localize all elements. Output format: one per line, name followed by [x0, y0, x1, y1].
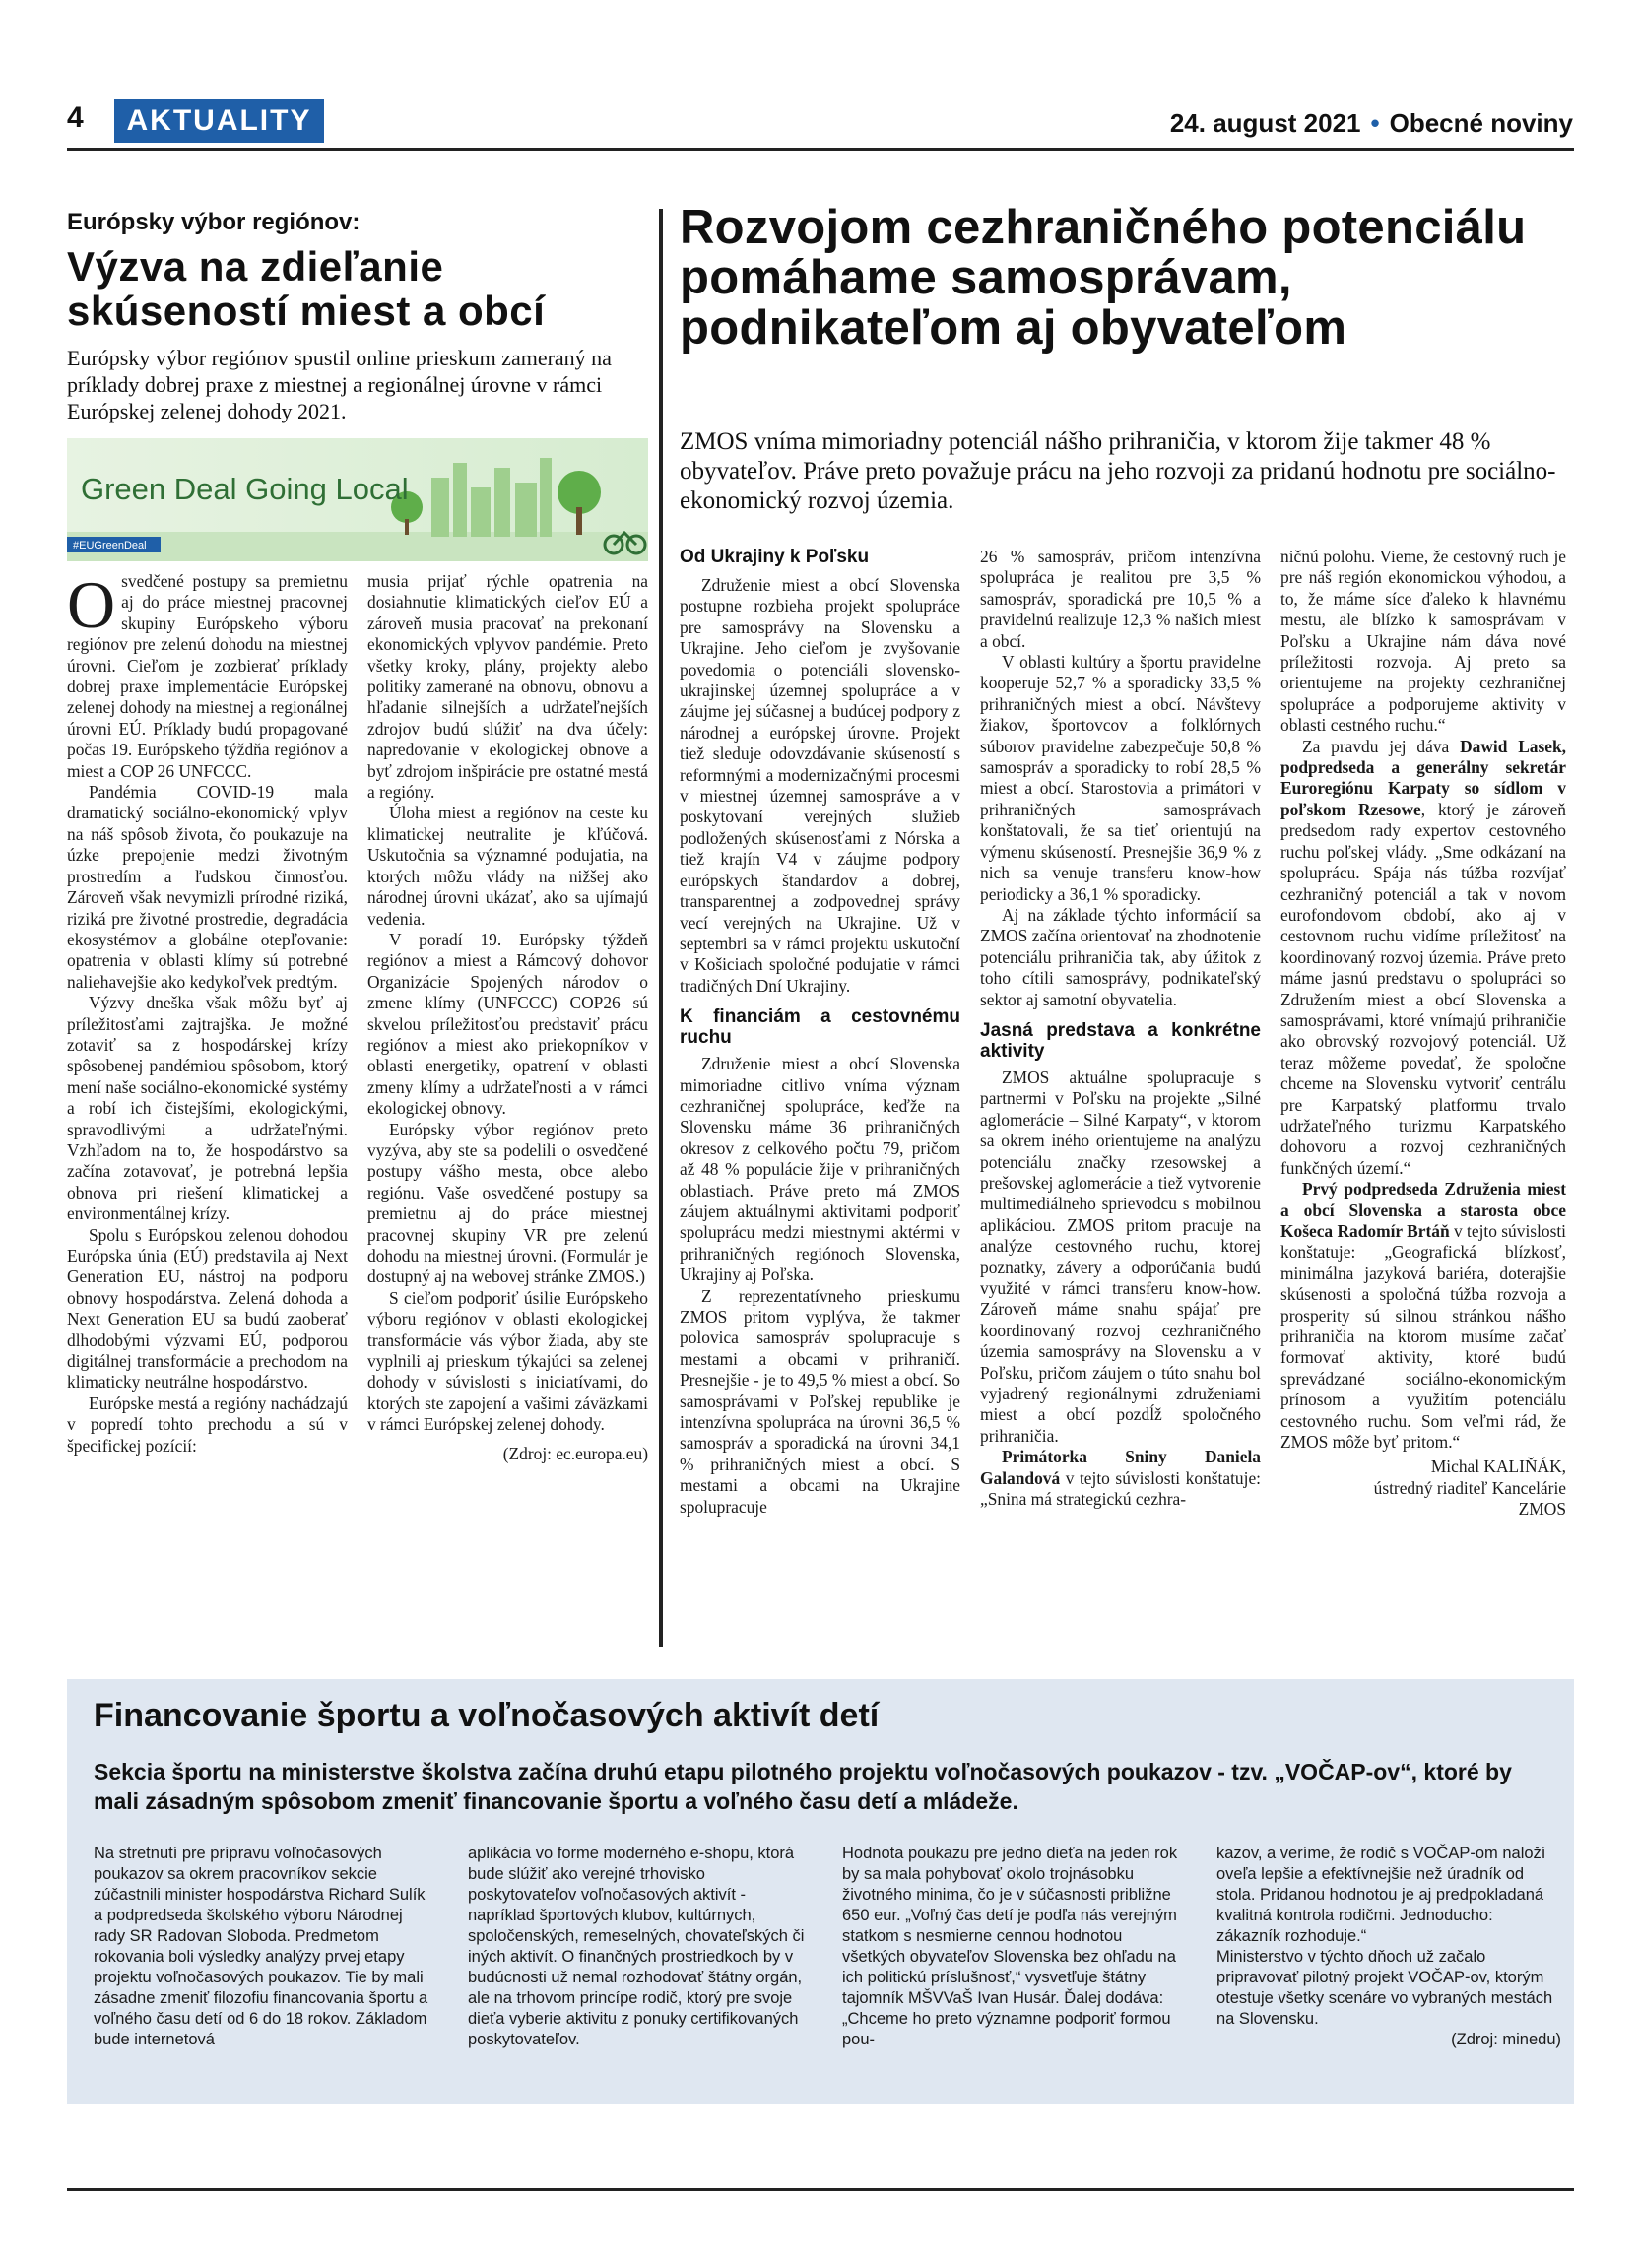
paragraph: Hodnota poukazu pre jedno dieťa na jeden rok by sa mala pohybovať okolo trojnásobku životného minima, čo je v súčasnosti približne 650 eur. „Voľný čas detí je podľa nás verejným statkom s nesmierne cennou hodnotou všetkých obyvateľov Slovenska bez ohľadu na ich politickú príslušnosť,“ vysvetľuje štátny tajomník MŠVVaŠ Ivan Husár. Ďalej dodáva: „Chceme ho preto významne podporiť formou pou- — [842, 1845, 1178, 2048]
left-article-lead: Európsky výbor regiónov spustil online prieskum zameraný na príklady dobrej praxe z miestnej a regionálnej úrovne v rámci Európskej zelenej dohody 2021. — [67, 346, 612, 423]
paragraph: V poradí 19. Európsky týždeň regiónov a miest a Rámcový dohovor Organizácie Spojených národov o zmene klímy (UNFCCC) COP26 sú skvelou príležitosťou predstaviť prácu regiónov a miest ako priekopníkov v oblasti energetiky, opatrení v oblasti zmeny klímy a udržateľnosti a v rámci ekologickej obnovy. — [367, 929, 648, 1119]
right-article-lead: ZMOS vníma mimoriadny potenciál nášho prihraničia, v ktorom žije takmer 48 % obyvateľov. Práve preto považuje prácu na jeho rozvoji za pridanú hodnotu pre sociálno-ekonomický rozvoj územia. — [680, 428, 1556, 514]
paragraph: musia prijať rýchle opatrenia na dosiahnutie klimatických cieľov EÚ a zároveň musia pracovať na prekonaní ekonomických vplyvov pandémie. Preto všetky kroky, plány, projekty alebo politiky zamerané na obnovu, obnovu a hľadanie silnejších a udržateľnejších zdrojov budú slúžiť na dva účely: napredovanie v ekologickej obnove a byť zdrojom inšpirácie pre ostatné mestá a regióny. — [367, 571, 648, 803]
box-column-3 — [842, 1844, 1187, 2050]
right-article-column-3 — [1280, 547, 1566, 1521]
paragraph — [1280, 737, 1566, 1180]
author-role: ústredný riaditeľ Kancelárie — [1373, 1477, 1566, 1498]
issue-date: 24. august 2021 — [1169, 108, 1361, 138]
section-label: AKTUALITY — [114, 99, 324, 143]
subheading: K financiám a cestovnému ruchu — [680, 1006, 960, 1049]
right-article-title: Rozvojom cezhraničného potenciálu pomáhame samosprávam, podnikateľom aj obyvateľom — [680, 201, 1527, 355]
box-column-4 — [1216, 1844, 1561, 2050]
author-organization: ZMOS — [1518, 1499, 1566, 1520]
paragraph: svedčené postupy sa premietnu aj do práce miestnej pracovnej skupiny Európskeho výboru regiónov pre zelenú dohodu na miestnej úrovni. Cieľom je zozbierať príklady dobrej praxe implementácie Európskej zelenej dohody na miestnej a regionálnej úrovni EÚ. Príklady budú propagované počas 19. Európskeho týždňa regiónov a miest a COP 26 UNFCCC. — [67, 571, 348, 781]
paragraph: V oblasti kultúry a športu pravidelne kooperuje 52,7 % a sporadicky 33,5 % prihraničných miest a obcí. Návštevy žiakov, športovcov a folklórnych súborov pravidelne zabezpečuje 50,8 % samospráv a sporadicky to robí 28,5 % miest a obcí. Starostovia a primátori v prihraničných samosprávach konštatovali, že sa tieť orientujú na výmenu skúseností. Presnejšie 36,9 % z nich sa venuje transferu know-how periodicky a 36,1 % sporadicky. — [980, 652, 1261, 904]
speaker-name: Primátorka Sniny Daniela Galandová — [980, 1447, 1261, 1488]
paragraph: Aj na základe týchto informácií sa ZMOS začína orientovať na zhodnotenie potenciálu prihraničia tak, aby úžitok z toho cítili samosprávy, podnikateľský sektor aj samotní obyvatelia. — [980, 904, 1261, 1009]
column-divider — [659, 209, 663, 1647]
paragraph — [1280, 1179, 1566, 1453]
header-rule — [67, 148, 1574, 151]
author-signature — [1280, 1457, 1566, 1520]
paragraph: Európsky výbor regiónov preto vyzýva, aby ste sa podelili o osvedčené postupy vášho mesta, obce alebo regiónu. Vaše osvedčené postupy sa premietnu aj do práce miestnej pracovnej skupiny VR pre zelenú dohodu na miestnej úrovni. (Formulár je dostupný aj na webovej stránke ZMOS.) — [367, 1119, 648, 1287]
separator-dot: • — [1370, 108, 1380, 138]
paragraph: Pandémia COVID-19 mala dramatický sociálno-ekonomický vplyv na náš spôsob života, čo poukazuje na úzke prepojenie medzi životným prostredím a ľudskou činnosťou. Zároveň však nevymizli prírodné riziká, riziká pre životné prostredie, degradácia ekosystémov a globálne otepľovanie: opatrenia v oblasti klímy sú potrebné naliehavejšie ako kedykoľvek predtým. — [67, 782, 348, 992]
left-article-column-1 — [67, 567, 348, 1457]
right-article-column-2 — [980, 547, 1261, 1510]
paragraph: Združenie miest a obcí Slovenska mimoriadne citlivo vníma význam cezhraničnej spolupráce, keďže na Slovensku máme 36 prihraničných okresov z celkového počtu 79, pričom až 48 % populácie žije v prihraničných oblastiach. Práve preto má ZMOS záujem aktuálnymi aktivitami podporiť spoluprácu medzi miestnymi aktérmi v prihraničných regiónoch Slovenska, Ukrajiny aj Poľska. — [680, 1054, 960, 1285]
paragraph: aplikácia vo forme moderného e-shopu, ktorá bude slúžiť ako verejné trhovisko poskytovateľov voľnočasových aktivít - napríklad športových klubov, kultúrnych, spoločenských, remeselných, chovateľských či iných aktivít. O finančných prostriedkoch by v budúcnosti už nemal rozhodovať štátny orgán, ale na trhovom princípe rodič, ktorý pre svoje dieťa vyberie aktivitu z ponuky certifikovaných poskytovateľov. — [468, 1845, 805, 2048]
author-name: Michal KALIŇÁK, — [1430, 1457, 1566, 1477]
text-run: Za pravdu jej dáva — [1302, 736, 1461, 756]
left-article-source: (Zdroj: ec.europa.eu) — [502, 1443, 648, 1463]
paragraph: Výzvy dneška však môžu byť aj príležitosťami zajtrajška. Je možné zotaviť sa z hospodárskej krízy spôsobenej pandémiou spôsobom, ktorý mení naše sociálno-ekonomické systémy a robí ich čistejšími, ekologickými, spravodlivými a udržateľnými. Vzhľadom na to, že hospodárstvo sa začína zotavovať, je potrebná lepšia obnova pri riešení klimatickej a environmentálnej krízy. — [67, 993, 348, 1224]
green-deal-banner-image — [67, 438, 648, 561]
paragraph: 26 % samospráv, pričom intenzívna spolupráca je realitou pre 3,5 % samospráv, sporadická pre 10,5 % a pravidelnú realizuje 12,3 % našich miest a obcí. — [980, 547, 1261, 651]
right-article-column-1 — [680, 547, 960, 1518]
paragraph: Európske mestá a regióny nachádzajú v popredí tohto prechodu a sú v špecifickej pozícií: — [67, 1393, 348, 1456]
banner-hashtag: #EUGreenDeal — [73, 540, 147, 551]
box-source: (Zdroj: minedu) — [1451, 2031, 1561, 2048]
box-column-1 — [94, 1844, 438, 2050]
header-dateline — [1170, 108, 1573, 139]
banner-illustration — [67, 438, 648, 561]
paragraph: Ministerstvo v týchto dňoch už začalo pripravovať pilotný projekt VOČAP-ov, ktorým otestuje všetky scenáre vo vybraných mestách na Slovensku. — [1216, 1948, 1553, 2028]
banner-text: Green Deal Going Local — [81, 472, 409, 506]
subheading: Jasná predstava a konkrétne aktivity — [980, 1019, 1261, 1062]
text-run: , ktorý je zároveň predsedom rady expertov cestovného ruchu poľskej vlády. „Sme odkázaní na spoluprácu. Spája nás túžba rozvíjať cezhraničný potenciál a tak v novom eurofondovom období, ako aj v cestovnom ruchu vidíme príležitosť na koordinovaný rozvoj územia. Práve preto máme jasnú predstavu o spolupráci so Združením miest a obcí Slovenska a samosprávami, ktoré vnímajú prihraničie ako obrovský rozvojový potenciál. Už teraz môžeme povedať, že spoločne chceme na Slovensku vytvoriť centrálu pre Karpatský platformu trvalo udržateľného turizmu Karpatského dohovoru a rozvoj cezhraničných funkčných území.“ — [1280, 799, 1566, 1178]
box-column-2 — [468, 1844, 813, 2050]
publication-name: Obecné noviny — [1389, 108, 1573, 138]
footer-rule — [67, 2188, 1574, 2191]
paragraph: Z reprezentatívneho prieskumu ZMOS pritom vyplýva, že takmer polovica samospráv spolupracuje s mestami a obcami v prihraničí. Presnejšie - je to 49,5 % miest a obcí. So samosprávami v Poľskej republike je intenzívna spolupráca na úrovni 36,5 % samospráv a sporadická na úrovni 34,1 % prihraničných miest a obcí. S mestami a obcami na Ukrajine spolupracuje — [680, 1285, 960, 1517]
text-run: v tejto súvislosti konštatuje: „Geografická blízkosť, minimálna jazyková bariéra, doterajšie skúsenosti a spoločná túžba rozvoja a prosperity sú silnou stránkou nášho prihraničia na ktorom musíme začať formovať aktivity, ktoré budú sprevádzané sociálno-ekonomickým prínosom a využitím potenciálu cestovného ruchu. Som veľmi rád, že ZMOS môže byť pritom.“ — [1280, 1221, 1567, 1453]
left-article-title: Výzva na zdieľanie skúseností miest a obcí — [67, 243, 546, 334]
page-number: 4 — [67, 101, 84, 134]
paragraph: Spolu s Európskou zelenou dohodou Európska únia (EÚ) predstavila aj Next Generation EU, nástroj na podporu obnovy hospodárstva. Zelená dohoda a Next Generation EU sa budú zaoberať dlhodobými výzvami EÚ, podporou digitálnej transformácie a prechodom na klimaticky neutrálne hospodárstvo. — [67, 1224, 348, 1393]
speaker-name: Dawid Lasek, podpredseda a generálny sekretár Euroregiónu Karpaty so sídlom v poľskom Rzesowe — [1280, 736, 1567, 819]
box-title: Financovanie športu a voľnočasových aktivít detí — [94, 1697, 880, 1734]
speaker-name: Prvý podpredseda Združenia miest a obcí Slovenska a starosta obce Košeca Radomír Brtáň — [1280, 1179, 1566, 1241]
paragraph: S cieľom podporiť úsilie Európskeho výboru regiónov v oblasti ekologickej transformácie vás výbor žiada, aby ste vyplnili aj prieskum týkajúci sa zelenej dohody v súvislosti s iniciatívami, do ktorých ste zapojení a vašimi záväzkami v rámci Európskej zelenej dohody. — [367, 1287, 648, 1435]
left-article-column-2 — [367, 571, 648, 1464]
box-lead: Sekcia športu na ministerstve školstva začína druhú etapu pilotného projektu voľnočasových poukazov - tzv. „VOČAP-ov“, ktoré by mali zásadným spôsobom zmeniť financovanie športu a voľného času detí a mládeže. — [94, 1759, 1512, 1814]
drop-cap: O — [67, 567, 116, 642]
paragraph: ničnú polohu. Vieme, že cestovný ruch je pre náš región ekonomickou výhodou, a to, že máme síce ďaleko k hlavnému mestu, ale blízko k samosprávam v Poľsku a Ukrajine nám dáva nové príležitosti rozvoja. Aj preto sa orientujeme na projekty cezhraničnej spolupráce a podporujeme aktivity v oblasti cestného ruchu.“ — [1280, 547, 1566, 736]
paragraph: Na stretnutí pre prípravu voľnočasových poukazov sa okrem pracovníkov sekcie zúčastnili minister hospodárstva Richard Sulík a podpredseda školského výboru Národnej rady SR Radovan Sloboda. Predmetom rokovania boli výsledky analýzy prvej etapy projektu voľnočasových poukazov. Tie by mali zásadne zmeniť filozofiu financovania športu a voľného času detí od 6 do 18 rokov. Základom bude internetová — [94, 1845, 428, 2048]
left-article-kicker: Európsky výbor regiónov: — [67, 209, 361, 235]
paragraph: ZMOS aktuálne spolupracuje s partnermi v Poľsku na projekte „Silné aglomerácie – Silné Karpaty“, v ktorom sa okrem iného orientujeme na analýzu potenciálu značky rzesowskej a prešovskej aglomerácie a tiež vytvorenie multimediálneho sprievodcu s mobilnou aplikáciou. ZMOS pritom pracuje na analýze cestovného ruchu, ktorej poznatky, závery a odporúčania budú využité v rámci transferu know-how. Zároveň máme snahu spájať pre koordinovaný rozvoj cezhraničného územia samosprávy na Slovensku a v Poľsku, pričom záujem o túto snahu bol vyjadrený regionálnymi združeniami miest a obcí pozdĺž spoločného prihraničia. — [980, 1067, 1261, 1446]
paragraph: kazov, a veríme, že rodič s VOČAP-om naloží oveľa lepšie a efektívnejšie než úradník od stola. Pridanou hodnotou je aj predpokladaná kvalitná kontrola rodičmi. Jednoducho: zákazník rozhoduje.“ — [1216, 1845, 1546, 1945]
subheading: Od Ukrajiny k Poľsku — [680, 547, 870, 567]
paragraph: Úloha miest a regiónov na ceste ku klimatickej neutralite je kľúčová. Uskutočnia sa významné podujatia, na ktorých môžu vlády na nižšej ako národnej úrovni ukázať, ako sa ujímajú vedenia. — [367, 803, 648, 929]
paragraph — [980, 1447, 1261, 1510]
quote-intro: v tejto súvislosti konštatuje: „Snina má strategickú cezhra- — [980, 1467, 1261, 1510]
paragraph: Združenie miest a obcí Slovenska postupne rozbieha projekt spolupráce pre samosprávy na Slovensku a Ukrajine. Jeho cieľom je zvyšovanie povedomia o potenciáli slovensko-ukrajinskej územnej spolupráce a v záujme jej súčasnej a budúcej podpory z národnej a európskej úrovne. Projekt tiež sleduje odovzdávanie skúseností s reformnými a modernizačnými procesmi v miestnej územnej samospráve a v poskytovaní verejných služieb podložených skúsenosťami z Nórska a tiež krajín V4 v záujme podpory európskych štandardov a dobrej, transparentnej a zodpovednej správy vecí verejných na Ukrajine. Už v septembri sa v rámci projektu uskutoční v Košiciach spoločné podujatie v rámci tradičných Dní Ukrajiny. — [680, 575, 960, 996]
